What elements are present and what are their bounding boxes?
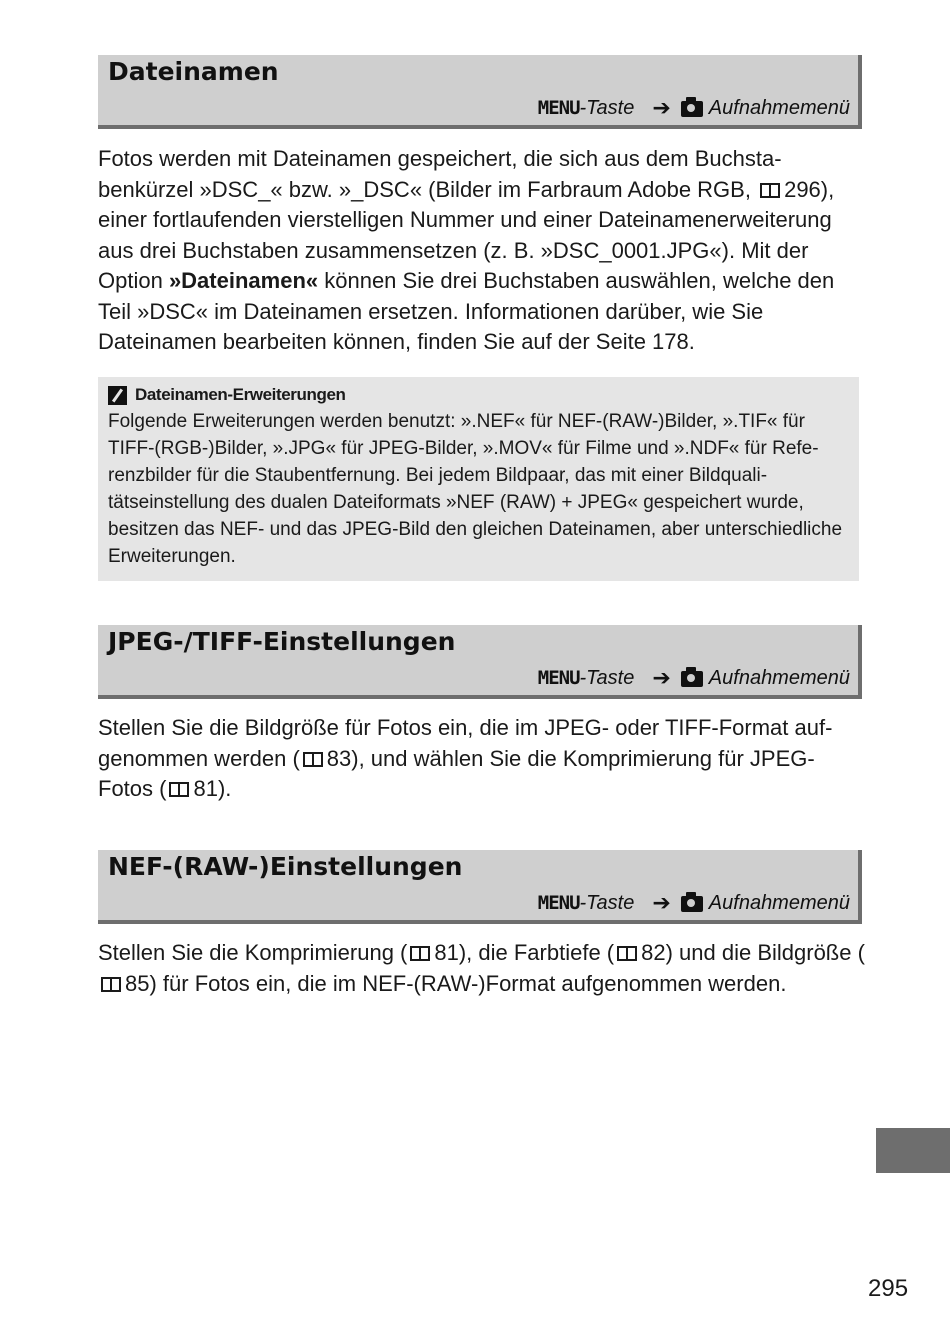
camera-icon — [681, 101, 703, 117]
menu-key-label: MENU — [537, 892, 580, 914]
section-paragraph-jpeg-tiff — [98, 713, 866, 805]
menu-name-label: Aufnahmemenü — [708, 96, 850, 119]
book-reference-icon — [169, 782, 189, 797]
paragraph-text: 81), die Farbtiefe ( — [434, 940, 615, 965]
note-text: Folgende Erweiterungen werden benutzt: ».NEF« für NEF-(RAW-)Bilder, ».TIF« für TIFF-(RGB-)Bilder, ».JPG« für JPEG-Bilder, ».MOV« für Filme und ».NDF« für Referenzbilder für die Staubentfernung. Bei jedem Bildpaar, das mit einer Bildqualitätseinstellung des dualen Dateiformats »NEF (RAW) + JPEG« gespeichert wurde, besitzen das NEF- und das JPEG-Bild den gleichen Dateinamen, aber unterschiedliche Erweiterungen. — [108, 411, 843, 567]
paragraph-text: 85) für Fotos ein, die im NEF-(RAW-)Format aufgenommen werden. — [125, 970, 787, 996]
book-reference-icon — [617, 946, 637, 961]
section-paragraph-dateinamen — [98, 144, 866, 358]
menu-path — [538, 95, 850, 121]
arrow-right-icon: ➔ — [652, 665, 671, 690]
menu-name-label: Aufnahmemenü — [708, 666, 850, 689]
arrow-right-icon: ➔ — [652, 890, 671, 915]
section-title: NEF-(RAW-)Einstellungen — [108, 852, 463, 881]
book-reference-icon — [760, 183, 780, 198]
pencil-note-icon — [108, 386, 127, 405]
menu-path — [538, 890, 850, 916]
paragraph-text: 81). — [193, 776, 232, 801]
arrow-right-icon: ➔ — [652, 95, 671, 120]
book-reference-icon — [410, 946, 430, 961]
section-title: Dateinamen — [108, 57, 279, 86]
menu-name-label: Aufnahmemenü — [708, 891, 850, 914]
book-reference-icon — [303, 752, 323, 767]
note-box — [98, 377, 859, 581]
paragraph-text: Stellen Sie die Bildgröße für Fotos ein, die im JPEG- oder TIFF-Format aufgenommen werden ( — [98, 715, 833, 771]
section-header-dateinamen — [98, 55, 862, 129]
note-header — [108, 383, 849, 407]
section-header-jpeg-tiff — [98, 625, 862, 699]
taste-label: -Taste — [579, 96, 635, 119]
paragraph-text: 296), einer fortlaufenden vierstelligen Nummer und einer Dateinamenerweiterung aus drei Buchstaben zusammensetzen (z. B. »DSC_0001.JPG«). Mit der Option — [98, 176, 835, 293]
book-reference-icon — [101, 977, 121, 992]
menu-key-label: MENU — [537, 667, 580, 689]
section-title: JPEG-/TIFF-Einstellungen — [108, 627, 456, 656]
note-title: Dateinamen-Erweiterungen — [135, 385, 346, 404]
taste-label: -Taste — [579, 891, 635, 914]
section-header-nef-raw — [98, 850, 862, 924]
section-paragraph-nef-raw — [98, 938, 866, 999]
page-number: 295 — [868, 1275, 909, 1302]
taste-label: -Taste — [579, 666, 635, 689]
camera-icon — [681, 671, 703, 687]
paragraph-text: können Sie drei Buchstaben auswählen, welche den Teil »DSC« im Dateinamen ersetzen. Informationen darüber, wie Sie Dateinamen bearbeiten können, finden Sie auf der Seite 178. — [98, 268, 835, 354]
camera-icon — [681, 896, 703, 912]
paragraph-text: 83), und wählen Sie die Komprimierung für JPEG-Fotos ( — [98, 745, 815, 801]
paragraph-text: Stellen Sie die Komprimierung ( — [98, 940, 408, 965]
menu-key-label: MENU — [537, 97, 580, 119]
option-name: »Dateinamen« — [168, 268, 319, 293]
menu-path — [538, 665, 850, 691]
paragraph-text: Fotos werden mit Dateinamen gespeichert, die sich aus dem Buchstabenkürzel »DSC_« bzw. »_DSC« (Bilder im Farbraum Adobe RGB, — [98, 146, 782, 202]
paragraph-text: 82) und die Bildgröße ( — [641, 940, 865, 965]
chapter-side-tab — [876, 1128, 950, 1173]
